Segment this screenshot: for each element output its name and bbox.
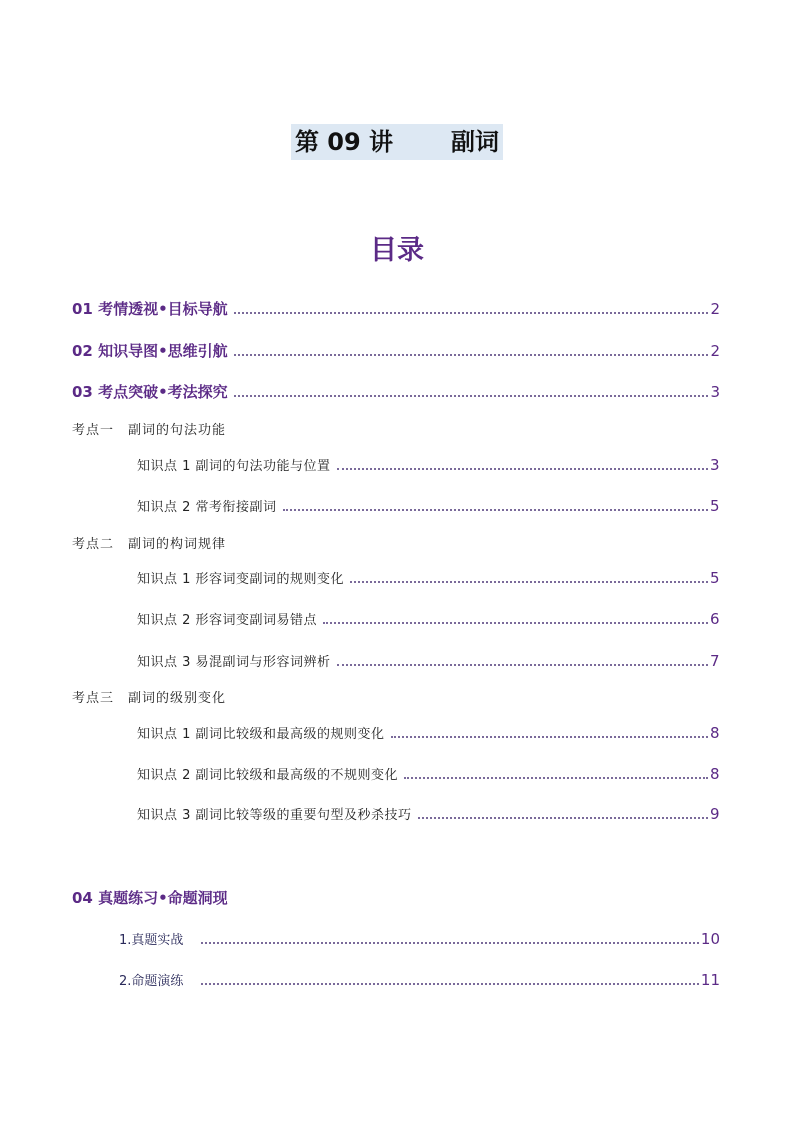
toc-page-number: 5: [709, 497, 720, 515]
toc-sub-item[interactable]: [137, 609, 720, 628]
title-row: [0, 124, 794, 160]
practice-label: 2.命题演练: [119, 974, 184, 989]
toc-practice-item[interactable]: [119, 929, 720, 948]
category-label: 考点一: [72, 423, 115, 438]
dot-leader: [391, 736, 708, 738]
toc-section-04[interactable]: [72, 887, 720, 908]
dot-leader: [323, 622, 708, 624]
sub-item-label: 知识点 3 副词比较等级的重要句型及秒杀技巧: [137, 808, 412, 823]
sub-item-label: 知识点 1 形容词变副词的规则变化: [137, 572, 345, 587]
toc-page-number: 2: [710, 342, 720, 360]
dot-leader: [337, 664, 708, 666]
sub-item-label: 知识点 2 形容词变副词易错点: [137, 613, 318, 628]
toc-sub-item[interactable]: [137, 764, 720, 783]
toc-section-label: 01 考情透视•目标导航: [72, 300, 228, 318]
toc-page-number: 11: [700, 971, 720, 989]
toc-practice-item[interactable]: [119, 970, 720, 989]
toc-sub-item[interactable]: [137, 651, 720, 670]
category-name: 副词的级别变化: [128, 691, 227, 706]
toc-section-label: 02 知识导图•思维引航: [72, 342, 228, 360]
dot-leader: [418, 817, 708, 819]
dot-leader: [350, 581, 708, 583]
dot-leader: [201, 983, 699, 985]
toc-sub-item[interactable]: [137, 723, 720, 742]
toc-page-number: 9: [709, 805, 720, 823]
toc-sub-item[interactable]: [137, 568, 720, 587]
toc-page-number: 5: [709, 569, 720, 587]
category-label: 考点二: [72, 537, 115, 552]
toc-page-number: 6: [709, 610, 720, 628]
dot-leader: [234, 312, 709, 314]
toc-page-number: 2: [710, 300, 720, 318]
toc-section-01[interactable]: [72, 298, 720, 319]
toc-page-number: 8: [709, 765, 720, 783]
practice-label: 1.真题实战: [119, 933, 184, 948]
dot-leader: [234, 354, 709, 356]
toc-section-02[interactable]: [72, 340, 720, 361]
sub-item-label: 知识点 3 易混副词与形容词辨析: [137, 655, 331, 670]
category-label: 考点三: [72, 691, 115, 706]
sub-item-label: 知识点 1 副词的句法功能与位置: [137, 459, 331, 474]
sub-item-label: 知识点 1 副词比较级和最高级的规则变化: [137, 727, 385, 742]
dot-leader: [404, 777, 708, 779]
lesson-topic: 副词: [451, 128, 500, 156]
dot-leader: [337, 468, 708, 470]
toc-sub-item[interactable]: [137, 496, 720, 515]
dot-leader: [283, 509, 708, 511]
category-name: 副词的句法功能: [128, 423, 227, 438]
dot-leader: [201, 942, 699, 944]
toc-category-3[interactable]: [72, 687, 226, 706]
toc-category-2[interactable]: [72, 533, 226, 552]
toc-page-number: 7: [709, 652, 720, 670]
toc-category-1[interactable]: [72, 419, 226, 438]
toc-page-number: 3: [709, 456, 720, 474]
category-name: 副词的构词规律: [128, 537, 227, 552]
toc-sub-item[interactable]: [137, 455, 720, 474]
toc-sub-item[interactable]: [137, 804, 720, 823]
toc-section-03[interactable]: [72, 381, 720, 402]
toc-section-label: 04 真题练习•命题洞现: [72, 889, 228, 907]
toc-section-label: 03 考点突破•考法探究: [72, 383, 228, 401]
toc-heading: 目录: [370, 235, 424, 266]
page-title: [291, 124, 503, 160]
toc-page-number: 10: [700, 930, 720, 948]
sub-item-label: 知识点 2 常考衔接副词: [137, 500, 277, 515]
toc-page-number: 3: [710, 383, 720, 401]
sub-item-label: 知识点 2 副词比较级和最高级的不规则变化: [137, 768, 399, 783]
lesson-number: 第 09 讲: [294, 128, 394, 156]
dot-leader: [234, 395, 709, 397]
toc-page-number: 8: [709, 724, 720, 742]
